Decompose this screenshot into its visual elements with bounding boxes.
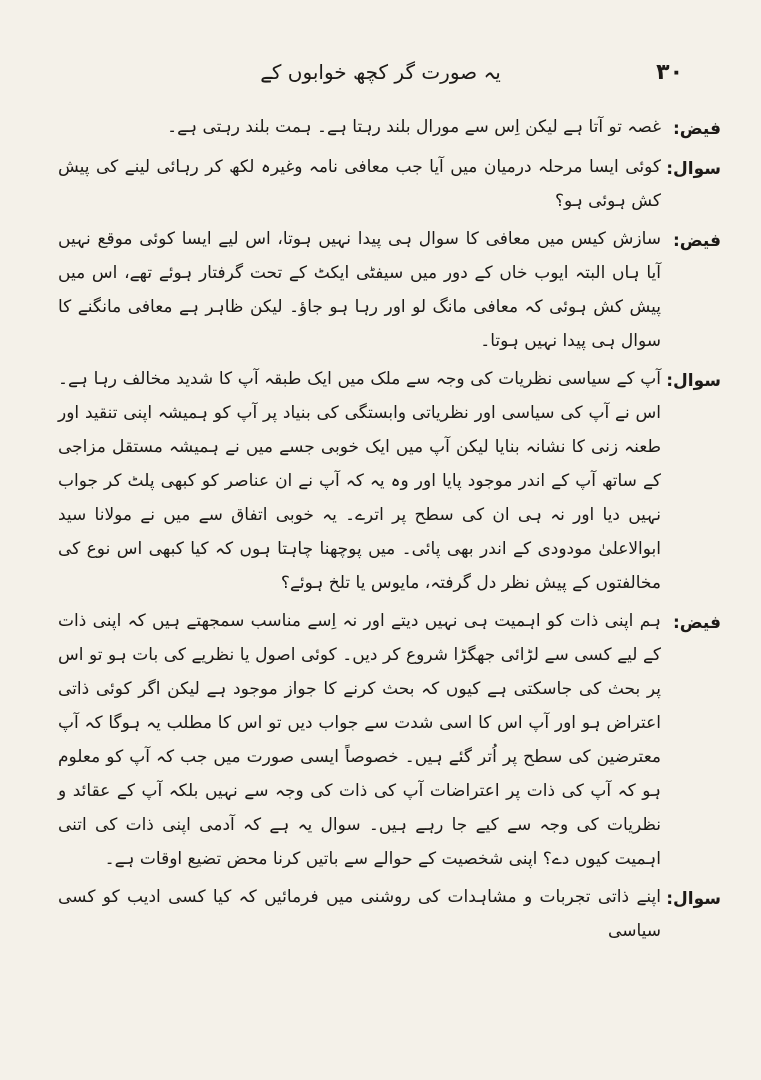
- speaker-label: سوال:: [666, 371, 721, 391]
- qa-entry: [58, 150, 721, 218]
- entry-text: غصہ تو آتا ہے لیکن اِس سے مورال بلند رہتا ہے۔ ہمت بلند رہتی ہے۔: [167, 117, 661, 137]
- entry-text: سازش کیس میں معافی کا سوال ہی پیدا نہیں ہوتا، اس لیے ایسا کوئی موقع نہیں آیا ہاں البتہ ایوب خاں کے دور میں سیفٹی ایکٹ کے تحت گرفتار ہوئے تھے، اس میں پیش کش ہوئی کہ معافی مانگ لو اور رہا ہو جاؤ۔ لیکن ظاہر ہے معافی مانگنے کا سوال ہی پیدا نہیں ہوتا۔: [58, 229, 661, 351]
- speaker-label: سوال:: [666, 159, 721, 179]
- entry-text: ہم اپنی ذات کو اہمیت ہی نہیں دیتے اور نہ اِسے مناسب سمجھتے ہیں کہ اپنی ذات کے لیے کسی سے لڑائی جھگڑا شروع کر دیں۔ کوئی اصول یا نظریے کی بات ہو تو اس پر بحث کی جاسکتی ہے کیوں کہ بحث کرنے کا جواز موجود ہے لیکن اگر کوئی ذاتی اعتراض ہو اور آپ اس کا اسی شدت سے جواب دیں تو اس کا مطلب یہ ہوگا کہ آپ معترضین کی سطح پر اُتر گئے ہیں۔ خصوصاً ایسی صورت میں جب کہ آپ کو معلوم ہو کہ آپ کی ذات پر اعتراضات آپ کی ذات کی وجہ سے نہیں بلکہ آپ کے عقائد و نظریات کی وجہ سے کیے جا رہے ہیں۔ سوال یہ ہے کہ آدمی اپنی ذات کی اتنی اہمیت کیوں دے؟ اپنی شخصیت کے حوالے سے باتیں کرنا محض تضیع اوقات ہے۔: [58, 611, 661, 869]
- speaker-label: سوال:: [666, 889, 721, 909]
- page-number: ۳۰: [656, 60, 683, 85]
- entry-text: کوئی ایسا مرحلہ درمیان میں آیا جب معافی نامہ وغیرہ لکھ کر رہائی لینے کی پیش کش ہوئی ہو؟: [58, 157, 661, 211]
- speaker-label: فیض:: [672, 613, 721, 633]
- speaker-label: فیض:: [672, 119, 721, 139]
- running-title: یہ صورت گر کچھ خوابوں کے: [260, 60, 501, 84]
- qa-entry: [58, 362, 721, 600]
- qa-entry: [58, 110, 721, 146]
- qa-entry: [58, 222, 721, 358]
- entry-text: آپ کے سیاسی نظریات کی وجہ سے ملک میں ایک طبقہ آپ کا شدید مخالف رہا ہے۔ اس نے آپ کی سیاسی اور نظریاتی وابستگی کی بنیاد پر آپ کو ہمیشہ اپنی تنقید اور طعنہ زنی کا نشانہ بنایا لیکن آپ میں ایک خوبی جسے میں نے ہمیشہ مستقل مزاجی کے ساتھ آپ کے اندر موجود پایا اور وہ یہ کہ آپ نے ان عناصر کو کبھی پلٹ کر جواب نہیں دیا اور نہ ہی ان کی سطح پر اترے۔ یہ خوبی اتفاق سے میں نے مولانا سید ابوالاعلیٰ مودودی کے اندر بھی پائی۔ میں پوچھنا چاہتا ہوں کہ کیا کبھی اس نوع کی مخالفتوں کے پیش نظر دل گرفتہ، مایوس یا تلخ ہوئے؟: [58, 369, 661, 593]
- speaker-label: فیض:: [672, 231, 721, 251]
- page-header: [60, 56, 701, 92]
- qa-entry: [58, 880, 721, 948]
- entry-text: اپنے ذاتی تجربات و مشاہدات کی روشنی میں فرمائیں کہ کیا کسی ادیب کو کسی سیاسی: [58, 887, 661, 941]
- interview-text: [58, 110, 721, 948]
- qa-entry: [58, 604, 721, 876]
